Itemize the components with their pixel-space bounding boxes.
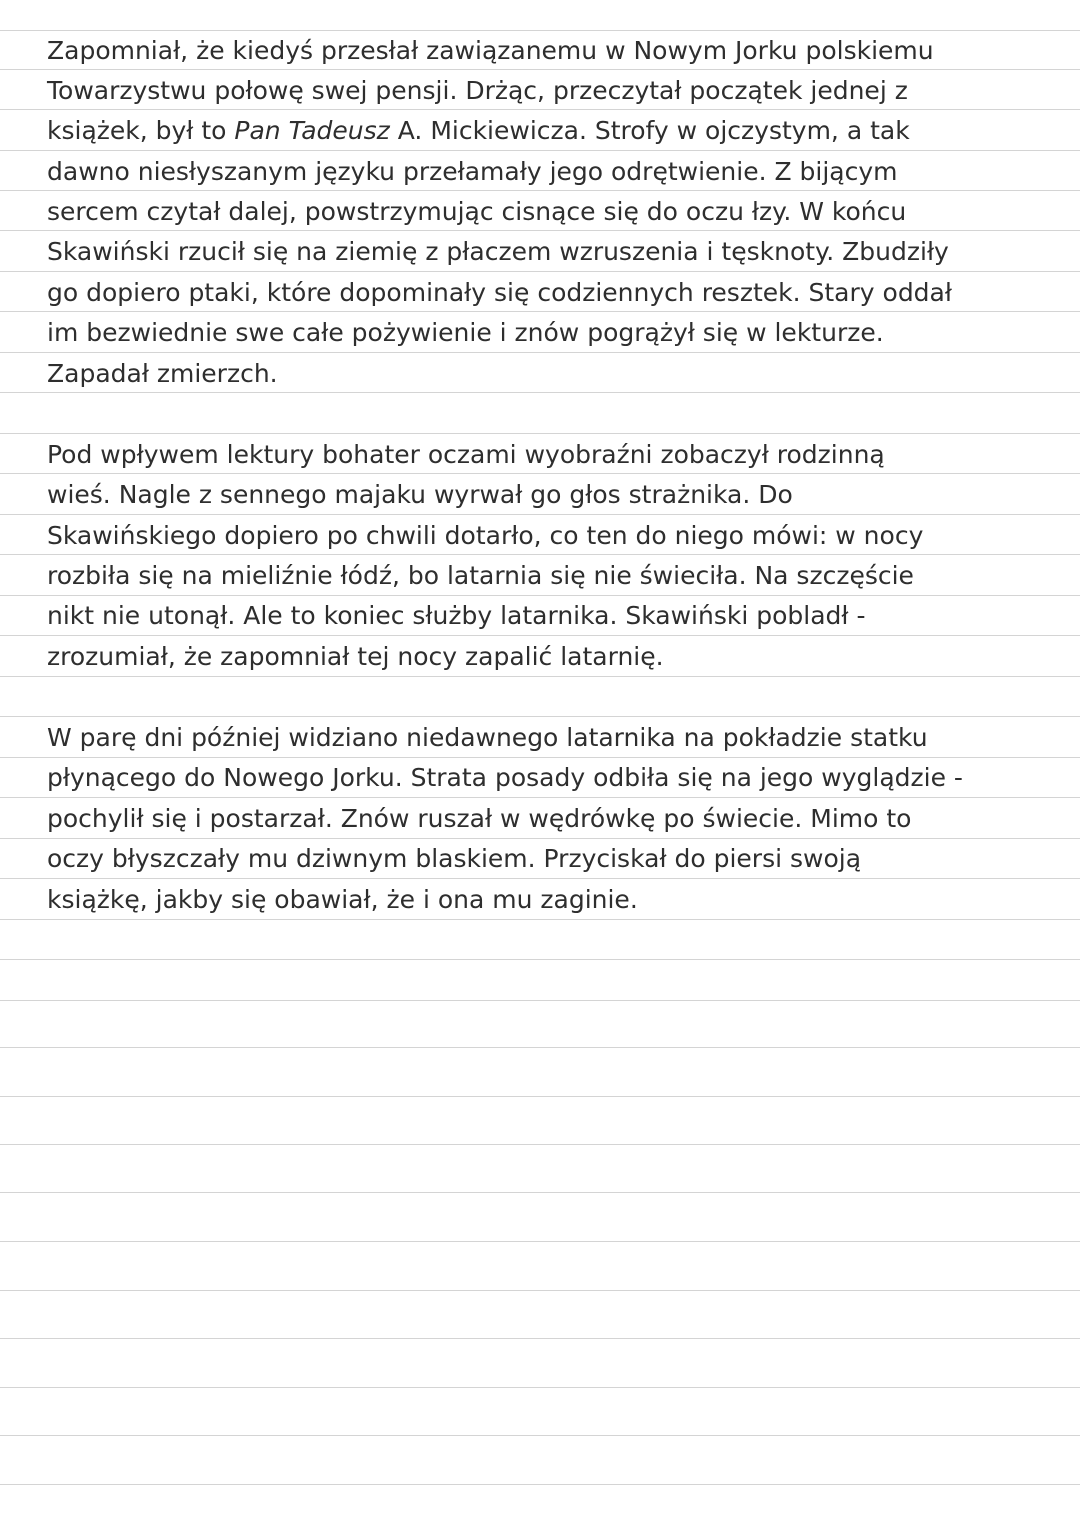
- text-line: Towarzystwu połowę swej pensji. Drżąc, przeczytał początek jednej z: [47, 76, 908, 105]
- text-line: rozbiła się na mieliźnie łódź, bo latarnia się nie świeciła. Na szczęście: [47, 561, 914, 590]
- rule-line: [0, 433, 1080, 434]
- rule-line: [0, 190, 1080, 191]
- text-line: oczy błyszczały mu dziwnym blaskiem. Przyciskał do piersi swoją: [47, 844, 862, 873]
- rule-line: [0, 716, 1080, 717]
- rule-line: [0, 109, 1080, 110]
- rule-line: [0, 1338, 1080, 1339]
- rule-line: [0, 595, 1080, 596]
- text-line: W parę dni później widziano niedawnego latarnika na pokładzie statku: [47, 723, 928, 752]
- text-line: im bezwiednie swe całe pożywienie i znów pogrążył się w lekturze.: [47, 318, 884, 347]
- rule-line: [0, 1484, 1080, 1485]
- rule-line: [0, 1144, 1080, 1145]
- text-line: pochylił się i postarzał. Znów ruszał w wędrówkę po świecie. Mimo to: [47, 804, 912, 833]
- rule-line: [0, 1047, 1080, 1048]
- text-line: go dopiero ptaki, które dopominały się codziennych resztek. Stary oddał: [47, 278, 952, 307]
- rule-line: [0, 1387, 1080, 1388]
- rule-line: [0, 1000, 1080, 1001]
- rule-line: [0, 757, 1080, 758]
- rule-line: [0, 271, 1080, 272]
- text-line: Skawiński rzucił się na ziemię z płaczem wzruszenia i tęsknoty. Zbudziły: [47, 237, 949, 266]
- text-line: zrozumiał, że zapomniał tej nocy zapalić latarnię.: [47, 642, 664, 671]
- text-line: sercem czytał dalej, powstrzymując cisnące się do oczu łzy. W końcu: [47, 197, 907, 226]
- text-line: płynącego do Nowego Jorku. Strata posady odbiła się na jego wyglądzie -: [47, 763, 963, 792]
- rule-line: [0, 635, 1080, 636]
- rule-line: [0, 514, 1080, 515]
- rule-line: [0, 838, 1080, 839]
- rule-line: [0, 797, 1080, 798]
- text-line: Zapadał zmierzch.: [47, 359, 278, 388]
- rule-line: [0, 473, 1080, 474]
- rule-line: [0, 352, 1080, 353]
- rule-line: [0, 959, 1080, 960]
- rule-line: [0, 30, 1080, 31]
- rule-line: [0, 1096, 1080, 1097]
- rule-line: [0, 676, 1080, 677]
- text-segment: A. Mickiewicza. Strofy w ojczystym, a tak: [389, 116, 910, 145]
- rule-line: [0, 554, 1080, 555]
- text-line: [47, 116, 910, 146]
- rule-line: [0, 311, 1080, 312]
- text-line: Zapomniał, że kiedyś przesłał zawiązanemu w Nowym Jorku polskiemu: [47, 36, 934, 65]
- text-line: Skawińskiego dopiero po chwili dotarło, co ten do niego mówi: w nocy: [47, 521, 924, 550]
- rule-line: [0, 392, 1080, 393]
- rule-line: [0, 150, 1080, 151]
- rule-line: [0, 1192, 1080, 1193]
- text-line: Pod wpływem lektury bohater oczami wyobraźni zobaczył rodzinną: [47, 440, 885, 469]
- rule-line: [0, 1290, 1080, 1291]
- rule-line: [0, 1241, 1080, 1242]
- rule-line: [0, 878, 1080, 879]
- text-segment: książek, był to: [47, 116, 235, 145]
- text-line: nikt nie utonął. Ale to koniec służby latarnika. Skawiński pobladł -: [47, 601, 866, 630]
- rule-line: [0, 69, 1080, 70]
- rule-line: [0, 230, 1080, 231]
- book-title: Pan Tadeusz: [234, 116, 390, 145]
- text-line: wieś. Nagle z sennego majaku wyrwał go głos strażnika. Do: [47, 480, 793, 509]
- text-line: dawno niesłyszanym języku przełamały jego odrętwienie. Z bijącym: [47, 157, 898, 186]
- rule-line: [0, 919, 1080, 920]
- text-line: książkę, jakby się obawiał, że i ona mu zaginie.: [47, 885, 638, 914]
- rule-line: [0, 1435, 1080, 1436]
